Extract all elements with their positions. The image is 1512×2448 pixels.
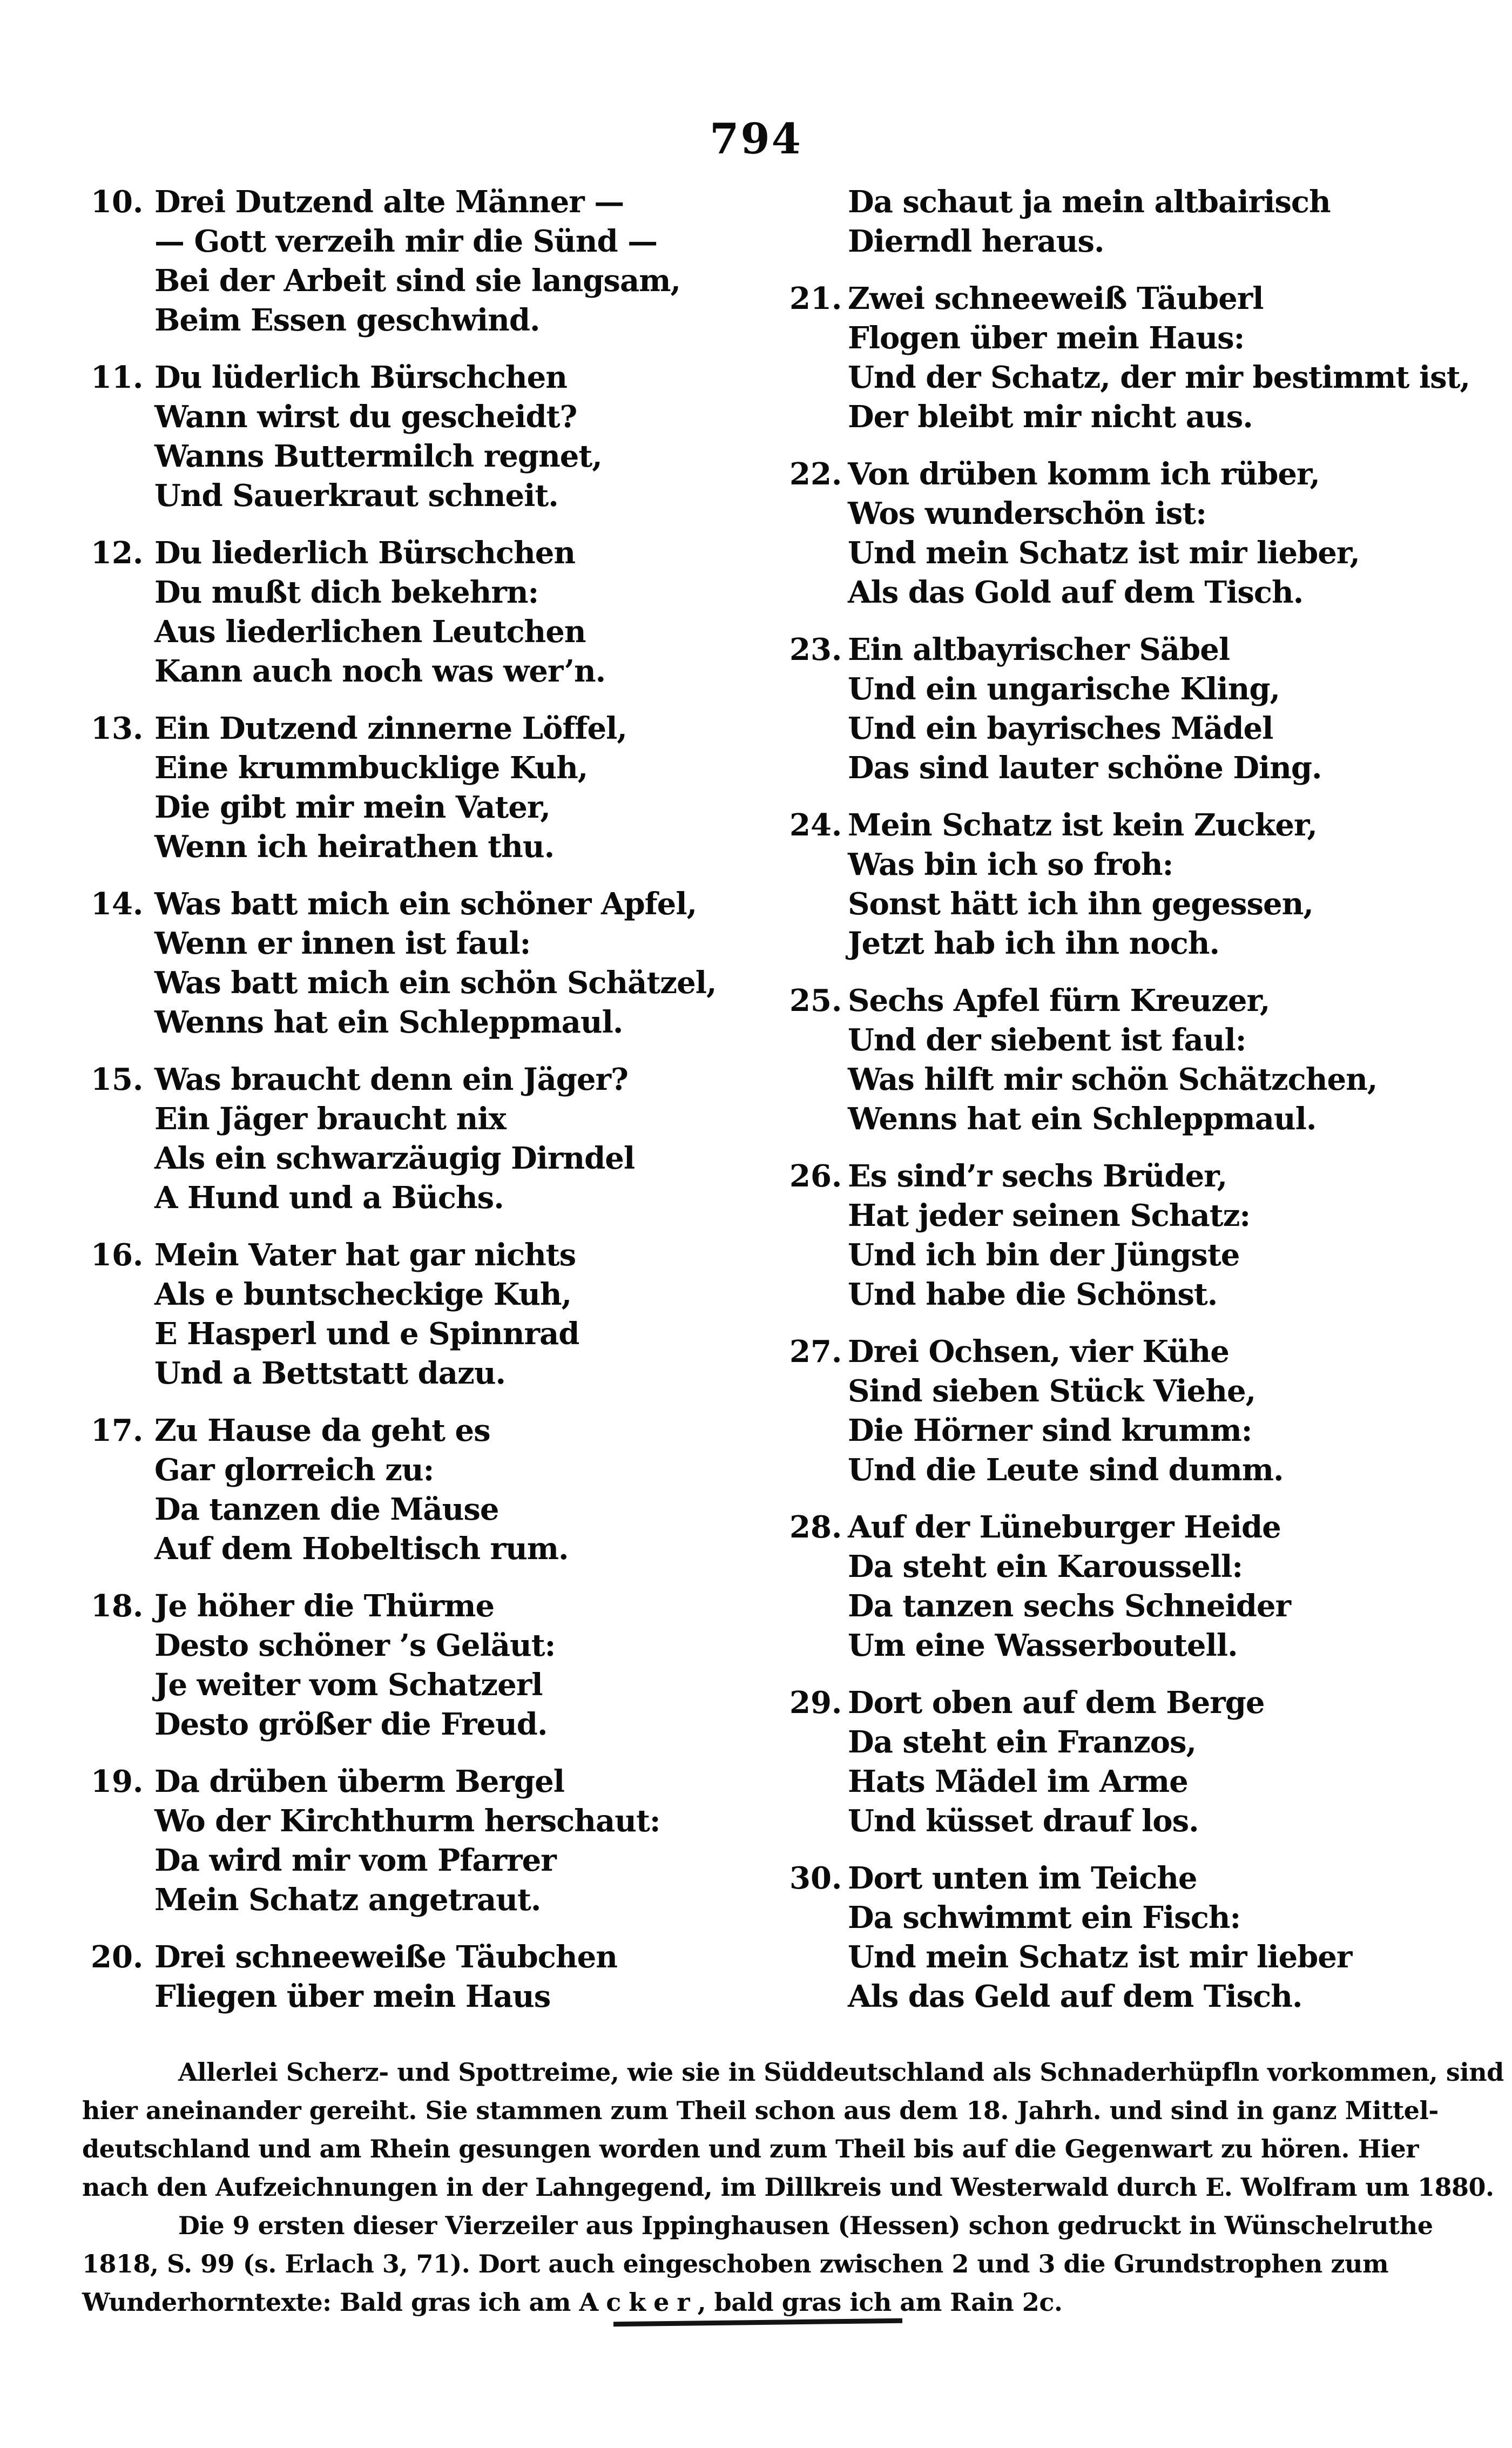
verse-number: 14. xyxy=(91,886,144,922)
verse-line: Ein Dutzend zinnerne Löffel, xyxy=(154,711,627,746)
verse-column-left xyxy=(91,183,747,2034)
verse-number: 11. xyxy=(91,360,144,395)
verse xyxy=(91,183,747,340)
verse-line: Auf der Lüneburger Heide xyxy=(848,1509,1281,1545)
verse xyxy=(789,1683,1475,1841)
verse-line: Mein Vater hat gar nichts xyxy=(154,1237,576,1273)
footnote-text: Wunderhorntexte: Bald gras ich am xyxy=(82,2288,579,2317)
verse-line: Die Hörner sind krumm: xyxy=(848,1413,1252,1448)
verse xyxy=(789,981,1475,1139)
verse xyxy=(789,1508,1475,1665)
verse-line: Aus liederlichen Leutchen xyxy=(154,614,586,650)
verse-number: 18. xyxy=(91,1588,144,1624)
verse-line: Und küsset drauf los. xyxy=(848,1803,1199,1839)
verse-line: Und Sauerkraut schneit. xyxy=(154,478,558,514)
verse-number: 10. xyxy=(91,184,144,220)
verse-number: 17. xyxy=(91,1413,144,1448)
verse-line: Drei Dutzend alte Männer — xyxy=(154,184,624,220)
verse-line: Gar glorreich zu: xyxy=(154,1452,434,1488)
footnote-line: deutschland und am Rhein gesungen worden und zum Theil bis auf die Gegenwart zu hören. Hier xyxy=(82,2134,1419,2163)
verse-line: Je höher die Thürme xyxy=(154,1588,495,1624)
verse-line: Und a Bettstatt dazu. xyxy=(154,1355,506,1391)
verse-number: 25. xyxy=(789,983,842,1019)
verse-line: Ein altbayrischer Säbel xyxy=(848,632,1230,667)
verse-line: Eine krummbucklige Kuh, xyxy=(154,750,588,786)
verse-line: Als e buntscheckige Kuh, xyxy=(154,1277,572,1312)
footnote-line: Allerlei Scherz- und Spottreime, wie sie in Süddeutschland als Schnaderhüpfln vorkommen, sind xyxy=(178,2058,1504,2087)
verse-line: Zu Hause da geht es xyxy=(154,1413,490,1448)
verse-line: Sind sieben Stück Viehe, xyxy=(848,1373,1256,1409)
verse-line: Als das Geld auf dem Tisch. xyxy=(848,1979,1302,2014)
verse-line: Was batt mich ein schön Schätzel, xyxy=(154,965,717,1001)
verse-line: Wenn ich heirathen thu. xyxy=(154,829,555,865)
verse-line: Da steht ein Franzos, xyxy=(848,1724,1197,1760)
verse-line: Sechs Apfel fürn Kreuzer, xyxy=(848,983,1270,1019)
verse-number: 28. xyxy=(789,1509,842,1545)
verse-number: 30. xyxy=(789,1860,842,1896)
verse-line: Dort unten im Teiche xyxy=(848,1860,1197,1896)
verse xyxy=(789,1332,1475,1490)
verse-line: Und habe die Schönst. xyxy=(848,1277,1218,1312)
verse xyxy=(91,1060,747,1218)
verse-line: Auf dem Hobeltisch rum. xyxy=(154,1531,569,1567)
verse-line: Jetzt hab ich ihn noch. xyxy=(848,926,1219,961)
verse-line: Was hilft mir schön Schätzchen, xyxy=(848,1062,1378,1097)
verse-line: Bei der Arbeit sind sie langsam, xyxy=(154,263,680,299)
verse-number: 20. xyxy=(91,1939,144,1975)
verse-line: Je weiter vom Schatzerl xyxy=(154,1667,543,1703)
verse xyxy=(91,534,747,691)
verse-line: Beim Essen geschwind. xyxy=(154,302,540,338)
verse-line: Du mußt dich bekehrn: xyxy=(154,575,539,610)
verse-line: Dierndl heraus. xyxy=(848,224,1104,259)
verse-line: Da steht ein Karoussell: xyxy=(848,1549,1243,1584)
verse-line: Wanns Buttermilch regnet, xyxy=(154,439,602,474)
verse-line: Mein Schatz ist kein Zucker, xyxy=(848,807,1317,843)
verse-line: Als das Gold auf dem Tisch. xyxy=(848,575,1304,610)
footnote-line xyxy=(82,2283,1475,2322)
verse-number: 29. xyxy=(789,1685,842,1721)
verse-line: Hats Mädel im Arme xyxy=(848,1764,1188,1799)
verse xyxy=(789,279,1475,437)
verse-column-right xyxy=(789,183,1475,2034)
verse-line: Was braucht denn ein Jäger? xyxy=(154,1062,628,1097)
verse-line: Das sind lauter schöne Ding. xyxy=(848,750,1322,786)
verse-line: Es sind’r sechs Brüder, xyxy=(848,1158,1227,1194)
verse-line: Mein Schatz angetraut. xyxy=(154,1882,541,1918)
verse-line: Wos wunderschön ist: xyxy=(848,496,1206,531)
verse-line: Kann auch noch was wer’n. xyxy=(154,653,606,689)
verse-number: 22. xyxy=(789,456,842,492)
footnote-emphasized-word: Acker xyxy=(579,2288,698,2317)
verse xyxy=(91,1587,747,1744)
verse-line: Wann wirst du gescheidt? xyxy=(154,399,577,435)
verse-line: Desto größer die Freud. xyxy=(154,1707,548,1742)
verse-line: Da wird mir vom Pfarrer xyxy=(154,1843,556,1878)
verse xyxy=(789,1859,1475,2017)
verse-line: Desto schöner ’s Geläut: xyxy=(154,1628,556,1663)
verse xyxy=(789,1157,1475,1314)
verse-line: Da drüben überm Bergel xyxy=(154,1764,564,1799)
verse-number: 12. xyxy=(91,535,144,571)
verse-line: Wenns hat ein Schleppmaul. xyxy=(848,1101,1317,1137)
verse-line: Drei schneeweiße Täubchen xyxy=(154,1939,617,1975)
verse-line: — Gott verzeih mir die Sünd — xyxy=(154,224,658,259)
verse-line: Wo der Kirchthurm herschaut: xyxy=(154,1803,660,1839)
verse xyxy=(91,1938,747,2017)
verse xyxy=(91,709,747,867)
verse-number: 13. xyxy=(91,711,144,746)
verse-number: 15. xyxy=(91,1062,144,1097)
verse xyxy=(91,885,747,1042)
verse-line: A Hund und a Büchs. xyxy=(154,1180,504,1216)
verse-line: Die gibt mir mein Vater, xyxy=(154,790,550,825)
verse-number: 21. xyxy=(789,281,842,316)
verse-line: Drei Ochsen, vier Kühe xyxy=(848,1334,1229,1370)
footnote-text: , bald gras ich am Rain 2c. xyxy=(697,2288,1063,2317)
verse-line: Wenn er innen ist faul: xyxy=(154,926,531,961)
footnote xyxy=(82,2053,1504,2322)
verse-line: Und die Leute sind dumm. xyxy=(848,1452,1284,1488)
verse-line: E Hasperl und e Spinnrad xyxy=(154,1316,579,1352)
verse-line: Du lüderlich Bürschchen xyxy=(154,360,567,395)
verse xyxy=(91,358,747,516)
verse-line: Sonst hätt ich ihn gegessen, xyxy=(848,886,1313,922)
verse-line: Fliegen über mein Haus xyxy=(154,1979,551,2014)
verse-line: Als ein schwarzäugig Dirndel xyxy=(154,1141,635,1176)
page-number: 794 xyxy=(710,114,802,164)
footnote-line: nach den Aufzeichnungen in der Lahngegend, im Dillkreis und Westerwald durch E. Wolfram um 1880. xyxy=(82,2173,1494,2202)
verse-line: Da tanzen sechs Schneider xyxy=(848,1588,1291,1624)
footnote-line: 1818, S. 99 (s. Erlach 3, 71). Dort auch eingeschoben zwischen 2 und 3 die Grundstrophen zum xyxy=(82,2249,1389,2278)
verse-line: Um eine Wasserboutell. xyxy=(848,1628,1238,1663)
verse xyxy=(91,1411,747,1569)
verse-line: Was batt mich ein schöner Apfel, xyxy=(154,886,697,922)
verse xyxy=(91,1236,747,1393)
verse-line: Und mein Schatz ist mir lieber, xyxy=(848,535,1360,571)
verse-number: 26. xyxy=(789,1158,842,1194)
verse-line: Da schwimmt ein Fisch: xyxy=(848,1900,1241,1936)
verse-line: Da schaut ja mein altbairisch xyxy=(848,184,1331,220)
verse-line: Zwei schneeweiß Täuberl xyxy=(848,281,1264,316)
verse-number: 19. xyxy=(91,1764,144,1799)
verse-line: Da tanzen die Mäuse xyxy=(154,1492,499,1527)
verse xyxy=(789,806,1475,963)
verse-line: Ein Jäger braucht nix xyxy=(154,1101,506,1137)
verse-line: Du liederlich Bürschchen xyxy=(154,535,576,571)
verse-line: Und der siebent ist faul: xyxy=(848,1022,1246,1058)
verse-number: 16. xyxy=(91,1237,144,1273)
verse xyxy=(789,630,1475,788)
verse xyxy=(789,183,1475,261)
verse xyxy=(91,1762,747,1920)
verse-number: 24. xyxy=(789,807,842,843)
verse-number: 23. xyxy=(789,632,842,667)
verse-line: Und ich bin der Jüngste xyxy=(848,1237,1240,1273)
footnote-line: hier aneinander gereiht. Sie stammen zum Theil schon aus dem 18. Jahrh. und sind in ganz Mittel- xyxy=(82,2096,1439,2125)
verse-line: Dort oben auf dem Berge xyxy=(848,1685,1265,1721)
verse-line: Und der Schatz, der mir bestimmt ist, xyxy=(848,360,1470,395)
verse-line: Wenns hat ein Schleppmaul. xyxy=(154,1004,623,1040)
verse-line: Hat jeder seinen Schatz: xyxy=(848,1198,1251,1233)
verse-line: Flogen über mein Haus: xyxy=(848,320,1245,356)
verse-line: Und ein ungarische Kling, xyxy=(848,671,1280,707)
verse-line: Von drüben komm ich rüber, xyxy=(848,456,1320,492)
verse-line: Der bleibt mir nicht aus. xyxy=(848,399,1253,435)
footnote-line: Die 9 ersten dieser Vierzeiler aus Ippinghausen (Hessen) schon gedruckt in Wünschelruthe xyxy=(178,2211,1433,2240)
verse-line: Und ein bayrisches Mädel xyxy=(848,711,1273,746)
verse-line: Was bin ich so froh: xyxy=(848,847,1173,882)
verse xyxy=(789,455,1475,612)
verse-number: 27. xyxy=(789,1334,842,1370)
verse-line: Und mein Schatz ist mir lieber xyxy=(848,1939,1352,1975)
